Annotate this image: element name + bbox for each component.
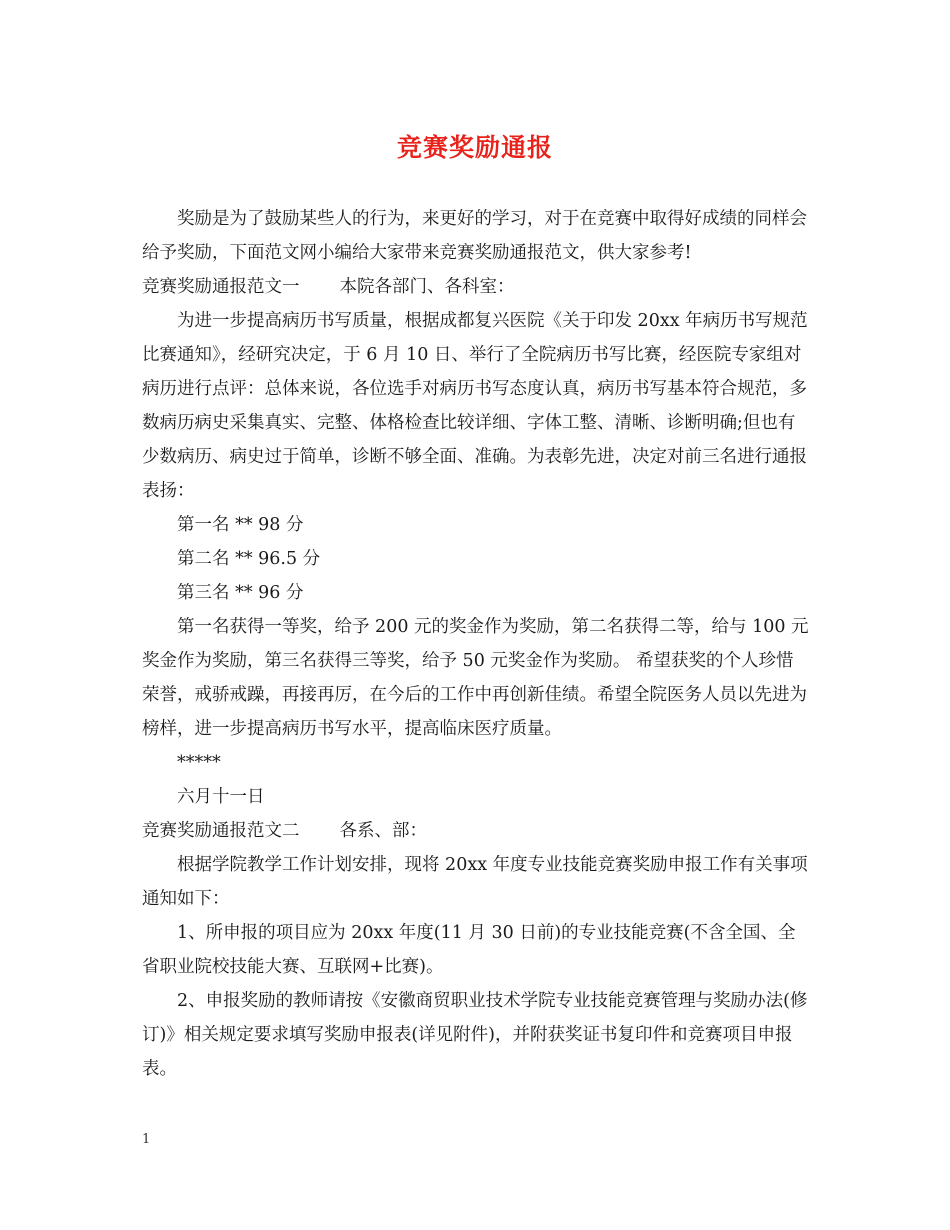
page-number: 1 (142, 1132, 151, 1147)
sample1-addressee: 本院各部门、各科室： (339, 277, 515, 297)
sample1-heading-line (142, 270, 810, 304)
sample2-heading: 竞赛奖励通报范文二 (142, 821, 300, 841)
sample2-item-1: 1、所申报的项目应为 20xx 年度(11 月 30 日前)的专业技能竞赛(不含全国、全省职业院校技能大赛、互联网+比赛)。 (142, 923, 796, 977)
sample2-heading-line (142, 814, 810, 848)
sample2-paragraph-1: 根据学院教学工作计划安排，现将 20xx 年度专业技能竞赛奖励申报工作有关事项通知如下： (142, 855, 808, 909)
intro-paragraph: 奖励是为了鼓励某些人的行为，来更好的学习，对于在竞赛中取得好成绩的同样会给予奖励，下面范文网小编给大家带来竞赛奖励通报范文，供大家参考! (142, 209, 807, 263)
sample1-heading: 竞赛奖励通报范文一 (142, 277, 300, 297)
sample1-date: 六月十一日 (177, 787, 265, 807)
sample2-addressee: 各系、部： (339, 821, 427, 841)
sample1-paragraph-1: 为进一步提高病历书写质量，根据成都复兴医院《关于印发 20xx 年病历书写规范比赛通知》，经研究决定，于 6 月 10 日、举行了全院病历书写比赛，经医院专家组对病历进行点评：总体来说，各位选手对病历书写态度认真，病历书写基本符合规范，多数病历病史采集真实、完整、体格检查比较详细、字体工整、清晰、诊断明确;但也有少数病历、病史过于简单，诊断不够全面、准确。为表彰先进，决定对前三名进行通报表扬： (142, 311, 808, 501)
sample1-rank-1: 第一名 ** 98 分 (177, 515, 304, 535)
sample1-rank-3: 第三名 ** 96 分 (177, 583, 304, 603)
sample1-signature: ***** (177, 753, 221, 773)
sample1-rank-2: 第二名 ** 96.5 分 (177, 549, 321, 569)
document-body (142, 202, 810, 1086)
document-title: 竞赛奖励通报 (396, 133, 553, 162)
sample1-paragraph-2: 第一名获得一等奖，给予 200 元的奖金作为奖励，第二名获得二等，给与 100 元奖金作为奖励，第三名获得三等奖，给予 50 元奖金作为奖励。 希望获奖的个人珍惜荣誉，戒骄戒躁，再接再厉，在今后的工作中再创新佳绩。希望全院医务人员以先进为榜样，进一步提高病历书写水平，提高临床医疗质量。 (142, 617, 809, 739)
sample2-item-2: 2、申报奖励的教师请按《安徽商贸职业技术学院专业技能竞赛管理与奖励办法(修订)》相关规定要求填写奖励申报表(详见附件)，并附获奖证书复印件和竞赛项目申报表。 (142, 991, 808, 1079)
